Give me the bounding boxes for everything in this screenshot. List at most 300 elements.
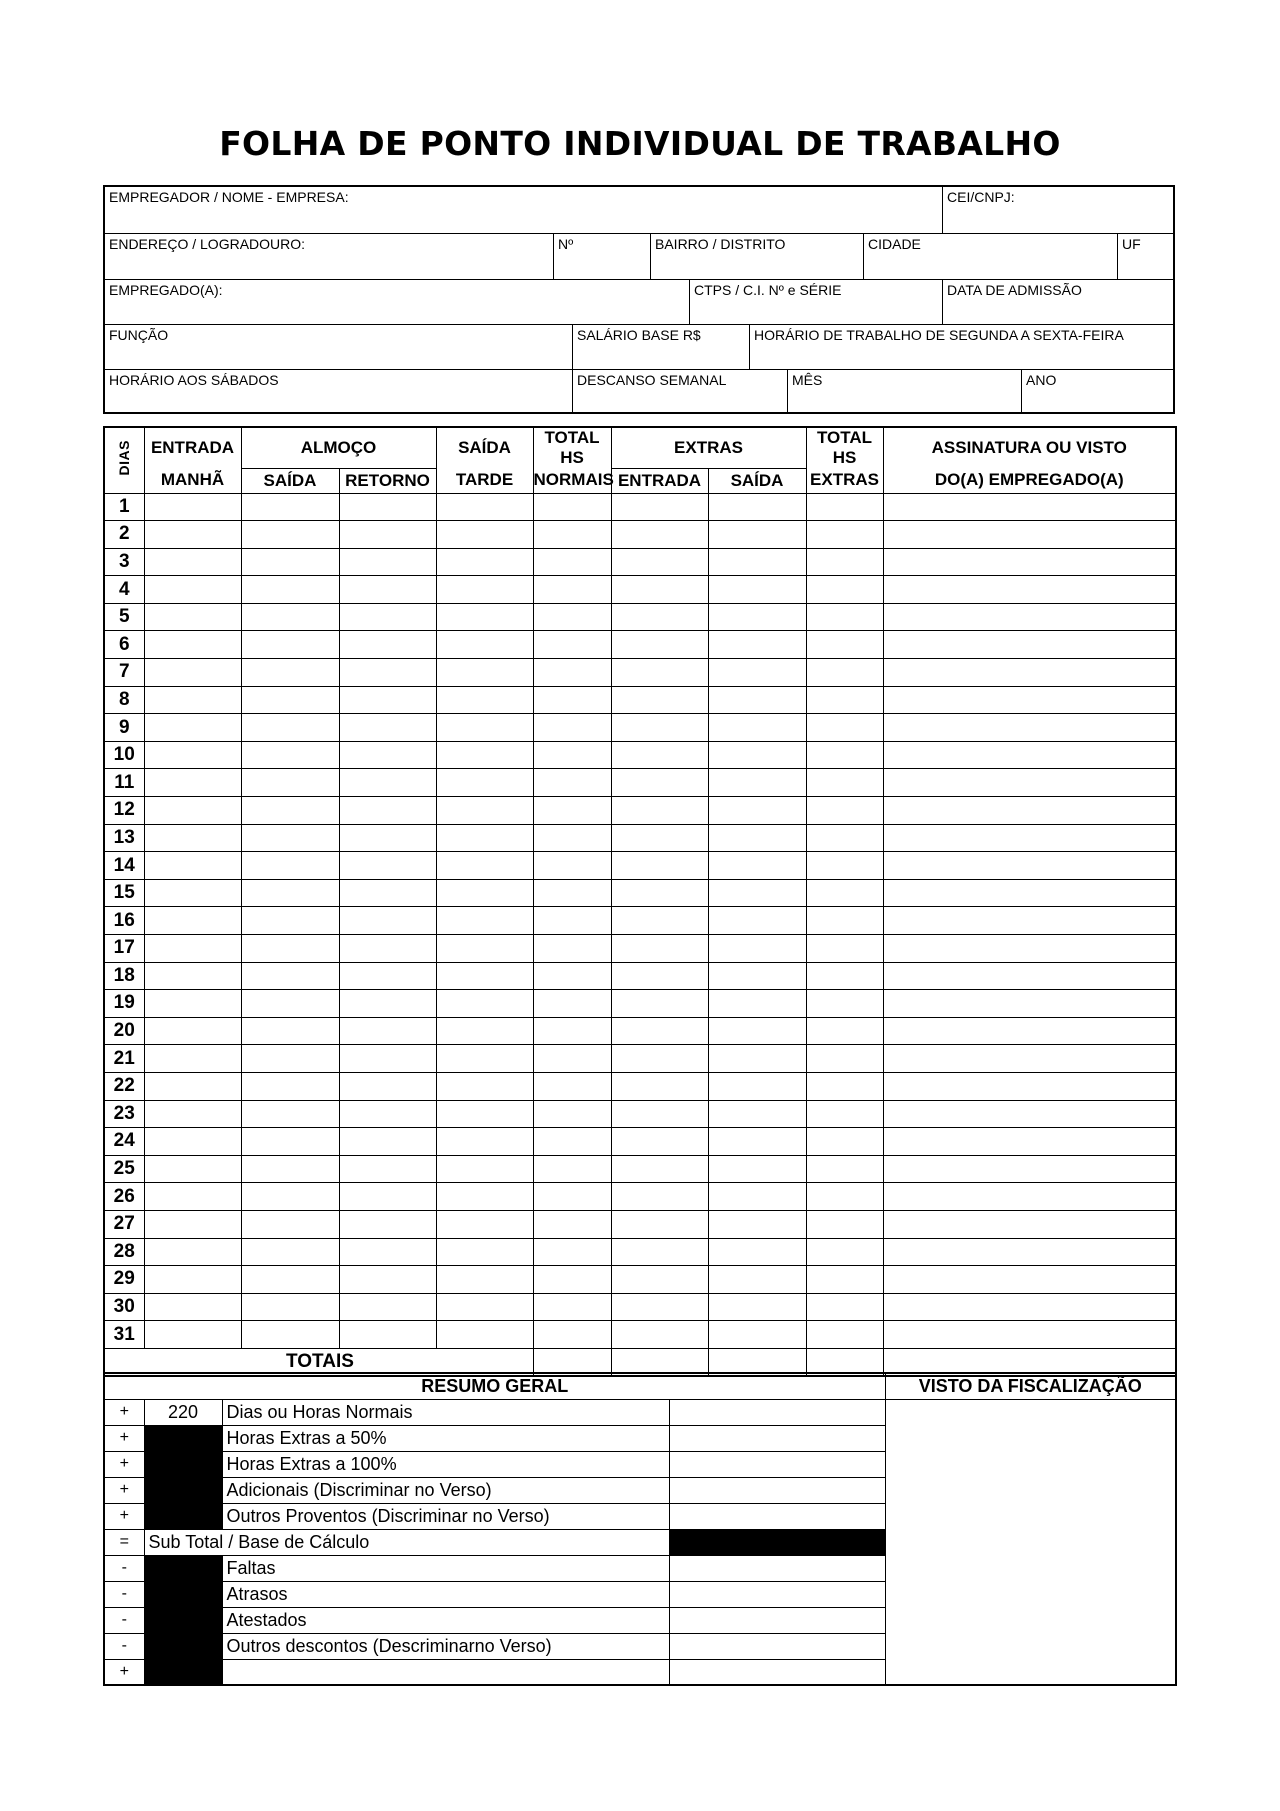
- time-entry-cell[interactable]: [611, 1183, 708, 1211]
- time-entry-cell[interactable]: [708, 1238, 806, 1266]
- time-entry-cell[interactable]: [339, 990, 436, 1018]
- time-entry-cell[interactable]: [883, 1266, 1176, 1294]
- time-entry-cell[interactable]: [806, 935, 883, 963]
- time-entry-cell[interactable]: [533, 824, 611, 852]
- time-entry-cell[interactable]: [611, 1100, 708, 1128]
- time-entry-cell[interactable]: [708, 962, 806, 990]
- time-entry-cell[interactable]: [436, 797, 533, 825]
- time-entry-cell[interactable]: [144, 741, 241, 769]
- time-entry-cell[interactable]: [806, 852, 883, 880]
- time-entry-cell[interactable]: [611, 521, 708, 549]
- time-entry-cell[interactable]: [241, 741, 339, 769]
- summary-value[interactable]: [669, 1659, 885, 1685]
- time-entry-cell[interactable]: [144, 493, 241, 521]
- time-entry-cell[interactable]: [339, 1210, 436, 1238]
- time-entry-cell[interactable]: [436, 1128, 533, 1156]
- time-entry-cell[interactable]: [436, 769, 533, 797]
- time-entry-cell[interactable]: [611, 852, 708, 880]
- time-entry-cell[interactable]: [241, 1128, 339, 1156]
- time-entry-cell[interactable]: [708, 631, 806, 659]
- time-entry-cell[interactable]: [611, 659, 708, 687]
- time-entry-cell[interactable]: [708, 576, 806, 604]
- time-entry-cell[interactable]: [611, 935, 708, 963]
- time-entry-cell[interactable]: [241, 935, 339, 963]
- time-entry-cell[interactable]: [241, 1155, 339, 1183]
- summary-value[interactable]: [669, 1451, 885, 1477]
- time-entry-cell[interactable]: [708, 714, 806, 742]
- time-entry-cell[interactable]: [806, 741, 883, 769]
- time-entry-cell[interactable]: [436, 548, 533, 576]
- time-entry-cell[interactable]: [241, 1266, 339, 1294]
- time-entry-cell[interactable]: [883, 1128, 1176, 1156]
- time-entry-cell[interactable]: [339, 962, 436, 990]
- time-entry-cell[interactable]: [241, 962, 339, 990]
- time-entry-cell[interactable]: [241, 659, 339, 687]
- time-entry-cell[interactable]: [533, 714, 611, 742]
- bairro-field[interactable]: [651, 234, 864, 280]
- time-entry-cell[interactable]: [806, 1210, 883, 1238]
- time-entry-cell[interactable]: [533, 548, 611, 576]
- time-entry-cell[interactable]: [241, 686, 339, 714]
- time-entry-cell[interactable]: [241, 714, 339, 742]
- time-entry-cell[interactable]: [436, 1017, 533, 1045]
- time-entry-cell[interactable]: [339, 521, 436, 549]
- time-entry-cell[interactable]: [436, 1238, 533, 1266]
- time-entry-cell[interactable]: [241, 769, 339, 797]
- time-entry-cell[interactable]: [883, 631, 1176, 659]
- time-entry-cell[interactable]: [533, 1072, 611, 1100]
- time-entry-cell[interactable]: [144, 1155, 241, 1183]
- time-entry-cell[interactable]: [611, 548, 708, 576]
- time-entry-cell[interactable]: [708, 935, 806, 963]
- time-entry-cell[interactable]: [806, 1238, 883, 1266]
- time-entry-cell[interactable]: [806, 769, 883, 797]
- time-entry-cell[interactable]: [533, 1155, 611, 1183]
- time-entry-cell[interactable]: [339, 879, 436, 907]
- time-entry-cell[interactable]: [806, 1293, 883, 1321]
- time-entry-cell[interactable]: [241, 548, 339, 576]
- time-entry-cell[interactable]: [241, 1321, 339, 1349]
- time-entry-cell[interactable]: [144, 1293, 241, 1321]
- summary-value[interactable]: [669, 1477, 885, 1503]
- time-entry-cell[interactable]: [708, 741, 806, 769]
- time-entry-cell[interactable]: [883, 659, 1176, 687]
- time-entry-cell[interactable]: [708, 990, 806, 1018]
- time-entry-cell[interactable]: [144, 1072, 241, 1100]
- time-entry-cell[interactable]: [144, 686, 241, 714]
- time-entry-cell[interactable]: [806, 686, 883, 714]
- time-entry-cell[interactable]: [708, 659, 806, 687]
- time-entry-cell[interactable]: [436, 1266, 533, 1294]
- time-entry-cell[interactable]: [533, 1210, 611, 1238]
- time-entry-cell[interactable]: [883, 576, 1176, 604]
- summary-value[interactable]: [669, 1555, 885, 1581]
- time-entry-cell[interactable]: [611, 1293, 708, 1321]
- time-entry-cell[interactable]: [806, 1017, 883, 1045]
- time-entry-cell[interactable]: [883, 1293, 1176, 1321]
- time-entry-cell[interactable]: [436, 1155, 533, 1183]
- time-entry-cell[interactable]: [883, 686, 1176, 714]
- time-entry-cell[interactable]: [144, 714, 241, 742]
- time-entry-cell[interactable]: [436, 659, 533, 687]
- time-entry-cell[interactable]: [883, 1210, 1176, 1238]
- time-entry-cell[interactable]: [144, 1100, 241, 1128]
- time-entry-cell[interactable]: [806, 962, 883, 990]
- summary-value[interactable]: [669, 1581, 885, 1607]
- time-entry-cell[interactable]: [708, 907, 806, 935]
- time-entry-cell[interactable]: [533, 741, 611, 769]
- time-entry-cell[interactable]: [339, 797, 436, 825]
- time-entry-cell[interactable]: [611, 576, 708, 604]
- time-entry-cell[interactable]: [241, 1045, 339, 1073]
- time-entry-cell[interactable]: [144, 907, 241, 935]
- time-entry-cell[interactable]: [144, 631, 241, 659]
- time-entry-cell[interactable]: [883, 1238, 1176, 1266]
- horario-semana-field[interactable]: [750, 325, 1173, 370]
- time-entry-cell[interactable]: [611, 1045, 708, 1073]
- time-entry-cell[interactable]: [533, 603, 611, 631]
- uf-field[interactable]: [1118, 234, 1173, 280]
- time-entry-cell[interactable]: [339, 1183, 436, 1211]
- cei-cnpj-field[interactable]: [943, 187, 1173, 234]
- time-entry-cell[interactable]: [144, 824, 241, 852]
- time-entry-cell[interactable]: [533, 1128, 611, 1156]
- time-entry-cell[interactable]: [708, 1072, 806, 1100]
- time-entry-cell[interactable]: [436, 1321, 533, 1349]
- time-entry-cell[interactable]: [883, 548, 1176, 576]
- summary-value[interactable]: [669, 1633, 885, 1659]
- time-entry-cell[interactable]: [806, 1155, 883, 1183]
- time-entry-cell[interactable]: [436, 493, 533, 521]
- time-entry-cell[interactable]: [144, 576, 241, 604]
- time-entry-cell[interactable]: [611, 1238, 708, 1266]
- time-entry-cell[interactable]: [806, 631, 883, 659]
- time-entry-cell[interactable]: [883, 1155, 1176, 1183]
- time-entry-cell[interactable]: [611, 907, 708, 935]
- time-entry-cell[interactable]: [339, 769, 436, 797]
- time-entry-cell[interactable]: [533, 1045, 611, 1073]
- time-entry-cell[interactable]: [436, 1072, 533, 1100]
- time-entry-cell[interactable]: [533, 686, 611, 714]
- time-entry-cell[interactable]: [611, 714, 708, 742]
- time-entry-cell[interactable]: [144, 1238, 241, 1266]
- time-entry-cell[interactable]: [883, 1045, 1176, 1073]
- time-entry-cell[interactable]: [436, 631, 533, 659]
- time-entry-cell[interactable]: [611, 603, 708, 631]
- time-entry-cell[interactable]: [806, 1183, 883, 1211]
- time-entry-cell[interactable]: [883, 714, 1176, 742]
- time-entry-cell[interactable]: [883, 521, 1176, 549]
- time-entry-cell[interactable]: [883, 907, 1176, 935]
- time-entry-cell[interactable]: [241, 521, 339, 549]
- time-entry-cell[interactable]: [533, 1017, 611, 1045]
- time-entry-cell[interactable]: [339, 659, 436, 687]
- time-entry-cell[interactable]: [533, 990, 611, 1018]
- admissao-field[interactable]: [943, 280, 1173, 325]
- time-entry-cell[interactable]: [144, 879, 241, 907]
- summary-value[interactable]: [669, 1425, 885, 1451]
- time-entry-cell[interactable]: [708, 1100, 806, 1128]
- time-entry-cell[interactable]: [339, 1128, 436, 1156]
- time-entry-cell[interactable]: [806, 521, 883, 549]
- time-entry-cell[interactable]: [339, 1100, 436, 1128]
- time-entry-cell[interactable]: [611, 741, 708, 769]
- time-entry-cell[interactable]: [533, 962, 611, 990]
- empregador-field[interactable]: [105, 187, 943, 234]
- time-entry-cell[interactable]: [144, 1266, 241, 1294]
- time-entry-cell[interactable]: [883, 1072, 1176, 1100]
- time-entry-cell[interactable]: [339, 714, 436, 742]
- time-entry-cell[interactable]: [339, 631, 436, 659]
- time-entry-cell[interactable]: [436, 907, 533, 935]
- time-entry-cell[interactable]: [708, 1321, 806, 1349]
- time-entry-cell[interactable]: [806, 879, 883, 907]
- time-entry-cell[interactable]: [806, 1128, 883, 1156]
- time-entry-cell[interactable]: [339, 907, 436, 935]
- time-entry-cell[interactable]: [611, 1072, 708, 1100]
- time-entry-cell[interactable]: [339, 1266, 436, 1294]
- time-entry-cell[interactable]: [339, 576, 436, 604]
- time-entry-cell[interactable]: [436, 741, 533, 769]
- time-entry-cell[interactable]: [144, 659, 241, 687]
- time-entry-cell[interactable]: [806, 714, 883, 742]
- time-entry-cell[interactable]: [611, 1210, 708, 1238]
- time-entry-cell[interactable]: [806, 1045, 883, 1073]
- time-entry-cell[interactable]: [883, 879, 1176, 907]
- time-entry-cell[interactable]: [883, 603, 1176, 631]
- time-entry-cell[interactable]: [708, 548, 806, 576]
- time-entry-cell[interactable]: [144, 1045, 241, 1073]
- time-entry-cell[interactable]: [806, 907, 883, 935]
- time-entry-cell[interactable]: [533, 659, 611, 687]
- time-entry-cell[interactable]: [708, 769, 806, 797]
- time-entry-cell[interactable]: [339, 1017, 436, 1045]
- time-entry-cell[interactable]: [533, 493, 611, 521]
- time-entry-cell[interactable]: [708, 1183, 806, 1211]
- time-entry-cell[interactable]: [533, 1293, 611, 1321]
- time-entry-cell[interactable]: [806, 548, 883, 576]
- time-entry-cell[interactable]: [339, 1155, 436, 1183]
- ano-field[interactable]: [1022, 370, 1173, 412]
- time-entry-cell[interactable]: [436, 1183, 533, 1211]
- time-entry-cell[interactable]: [883, 1321, 1176, 1349]
- time-entry-cell[interactable]: [533, 521, 611, 549]
- time-entry-cell[interactable]: [806, 1100, 883, 1128]
- time-entry-cell[interactable]: [708, 493, 806, 521]
- time-entry-cell[interactable]: [241, 797, 339, 825]
- time-entry-cell[interactable]: [883, 935, 1176, 963]
- time-entry-cell[interactable]: [806, 1266, 883, 1294]
- time-entry-cell[interactable]: [611, 797, 708, 825]
- time-entry-cell[interactable]: [611, 686, 708, 714]
- time-entry-cell[interactable]: [533, 907, 611, 935]
- time-entry-cell[interactable]: [611, 493, 708, 521]
- time-entry-cell[interactable]: [144, 1183, 241, 1211]
- time-entry-cell[interactable]: [611, 1017, 708, 1045]
- endereco-field[interactable]: [105, 234, 554, 280]
- time-entry-cell[interactable]: [533, 1183, 611, 1211]
- time-entry-cell[interactable]: [708, 824, 806, 852]
- time-entry-cell[interactable]: [339, 1238, 436, 1266]
- time-entry-cell[interactable]: [436, 879, 533, 907]
- time-entry-cell[interactable]: [241, 879, 339, 907]
- summary-value[interactable]: [669, 1399, 885, 1425]
- time-entry-cell[interactable]: [436, 935, 533, 963]
- time-entry-cell[interactable]: [806, 576, 883, 604]
- time-entry-cell[interactable]: [708, 1128, 806, 1156]
- time-entry-cell[interactable]: [436, 990, 533, 1018]
- time-entry-cell[interactable]: [144, 935, 241, 963]
- time-entry-cell[interactable]: [144, 1321, 241, 1349]
- time-entry-cell[interactable]: [806, 990, 883, 1018]
- time-entry-cell[interactable]: [883, 1017, 1176, 1045]
- time-entry-cell[interactable]: [806, 659, 883, 687]
- time-entry-cell[interactable]: [436, 1045, 533, 1073]
- time-entry-cell[interactable]: [806, 493, 883, 521]
- time-entry-cell[interactable]: [436, 521, 533, 549]
- time-entry-cell[interactable]: [339, 548, 436, 576]
- time-entry-cell[interactable]: [436, 824, 533, 852]
- time-entry-cell[interactable]: [533, 935, 611, 963]
- time-entry-cell[interactable]: [708, 1293, 806, 1321]
- time-entry-cell[interactable]: [806, 824, 883, 852]
- salario-field[interactable]: [573, 325, 750, 370]
- time-entry-cell[interactable]: [436, 576, 533, 604]
- time-entry-cell[interactable]: [883, 824, 1176, 852]
- time-entry-cell[interactable]: [611, 769, 708, 797]
- time-entry-cell[interactable]: [533, 1100, 611, 1128]
- time-entry-cell[interactable]: [806, 1072, 883, 1100]
- time-entry-cell[interactable]: [883, 493, 1176, 521]
- time-entry-cell[interactable]: [708, 686, 806, 714]
- time-entry-cell[interactable]: [708, 1210, 806, 1238]
- horario-sabado-field[interactable]: [105, 370, 573, 412]
- time-entry-cell[interactable]: [533, 852, 611, 880]
- time-entry-cell[interactable]: [339, 935, 436, 963]
- time-entry-cell[interactable]: [708, 603, 806, 631]
- time-entry-cell[interactable]: [883, 962, 1176, 990]
- descanso-field[interactable]: [573, 370, 788, 412]
- time-entry-cell[interactable]: [533, 576, 611, 604]
- time-entry-cell[interactable]: [436, 962, 533, 990]
- time-entry-cell[interactable]: [339, 1045, 436, 1073]
- time-entry-cell[interactable]: [241, 1210, 339, 1238]
- time-entry-cell[interactable]: [611, 1128, 708, 1156]
- time-entry-cell[interactable]: [241, 631, 339, 659]
- time-entry-cell[interactable]: [708, 1017, 806, 1045]
- time-entry-cell[interactable]: [806, 797, 883, 825]
- time-entry-cell[interactable]: [533, 797, 611, 825]
- time-entry-cell[interactable]: [883, 797, 1176, 825]
- time-entry-cell[interactable]: [144, 769, 241, 797]
- summary-value[interactable]: [669, 1607, 885, 1633]
- time-entry-cell[interactable]: [144, 521, 241, 549]
- time-entry-cell[interactable]: [708, 852, 806, 880]
- time-entry-cell[interactable]: [241, 852, 339, 880]
- time-entry-cell[interactable]: [436, 1100, 533, 1128]
- time-entry-cell[interactable]: [436, 686, 533, 714]
- time-entry-cell[interactable]: [241, 1072, 339, 1100]
- time-entry-cell[interactable]: [144, 1128, 241, 1156]
- time-entry-cell[interactable]: [144, 1210, 241, 1238]
- time-entry-cell[interactable]: [708, 797, 806, 825]
- time-entry-cell[interactable]: [241, 576, 339, 604]
- ctps-field[interactable]: [690, 280, 943, 325]
- time-entry-cell[interactable]: [144, 603, 241, 631]
- mes-field[interactable]: [788, 370, 1022, 412]
- time-entry-cell[interactable]: [339, 824, 436, 852]
- time-entry-cell[interactable]: [339, 741, 436, 769]
- time-entry-cell[interactable]: [144, 797, 241, 825]
- time-entry-cell[interactable]: [241, 493, 339, 521]
- time-entry-cell[interactable]: [533, 631, 611, 659]
- time-entry-cell[interactable]: [533, 1321, 611, 1349]
- time-entry-cell[interactable]: [339, 603, 436, 631]
- time-entry-cell[interactable]: [436, 852, 533, 880]
- time-entry-cell[interactable]: [241, 990, 339, 1018]
- time-entry-cell[interactable]: [883, 769, 1176, 797]
- time-entry-cell[interactable]: [708, 1045, 806, 1073]
- time-entry-cell[interactable]: [533, 879, 611, 907]
- time-entry-cell[interactable]: [611, 990, 708, 1018]
- time-entry-cell[interactable]: [144, 1017, 241, 1045]
- time-entry-cell[interactable]: [806, 1321, 883, 1349]
- time-entry-cell[interactable]: [241, 1183, 339, 1211]
- time-entry-cell[interactable]: [144, 962, 241, 990]
- time-entry-cell[interactable]: [611, 962, 708, 990]
- time-entry-cell[interactable]: [339, 1321, 436, 1349]
- time-entry-cell[interactable]: [883, 852, 1176, 880]
- time-entry-cell[interactable]: [339, 852, 436, 880]
- time-entry-cell[interactable]: [611, 631, 708, 659]
- time-entry-cell[interactable]: [611, 1321, 708, 1349]
- time-entry-cell[interactable]: [241, 824, 339, 852]
- empregado-field[interactable]: [105, 280, 690, 325]
- time-entry-cell[interactable]: [339, 1293, 436, 1321]
- time-entry-cell[interactable]: [611, 824, 708, 852]
- numero-field[interactable]: [554, 234, 651, 280]
- time-entry-cell[interactable]: [883, 1183, 1176, 1211]
- time-entry-cell[interactable]: [144, 990, 241, 1018]
- time-entry-cell[interactable]: [533, 1238, 611, 1266]
- time-entry-cell[interactable]: [611, 1155, 708, 1183]
- time-entry-cell[interactable]: [339, 1072, 436, 1100]
- time-entry-cell[interactable]: [241, 1017, 339, 1045]
- time-entry-cell[interactable]: [436, 1293, 533, 1321]
- funcao-field[interactable]: [105, 325, 573, 370]
- time-entry-cell[interactable]: [533, 769, 611, 797]
- time-entry-cell[interactable]: [241, 603, 339, 631]
- time-entry-cell[interactable]: [241, 907, 339, 935]
- time-entry-cell[interactable]: [436, 1210, 533, 1238]
- time-entry-cell[interactable]: [436, 603, 533, 631]
- time-entry-cell[interactable]: [708, 1266, 806, 1294]
- time-entry-cell[interactable]: [708, 521, 806, 549]
- time-entry-cell[interactable]: [883, 741, 1176, 769]
- time-entry-cell[interactable]: [611, 1266, 708, 1294]
- time-entry-cell[interactable]: [241, 1293, 339, 1321]
- time-entry-cell[interactable]: [339, 493, 436, 521]
- time-entry-cell[interactable]: [241, 1100, 339, 1128]
- time-entry-cell[interactable]: [708, 1155, 806, 1183]
- time-entry-cell[interactable]: [806, 603, 883, 631]
- time-entry-cell[interactable]: [436, 714, 533, 742]
- time-entry-cell[interactable]: [883, 990, 1176, 1018]
- time-entry-cell[interactable]: [144, 548, 241, 576]
- summary-value[interactable]: [669, 1503, 885, 1529]
- time-entry-cell[interactable]: [533, 1266, 611, 1294]
- cidade-field[interactable]: [864, 234, 1118, 280]
